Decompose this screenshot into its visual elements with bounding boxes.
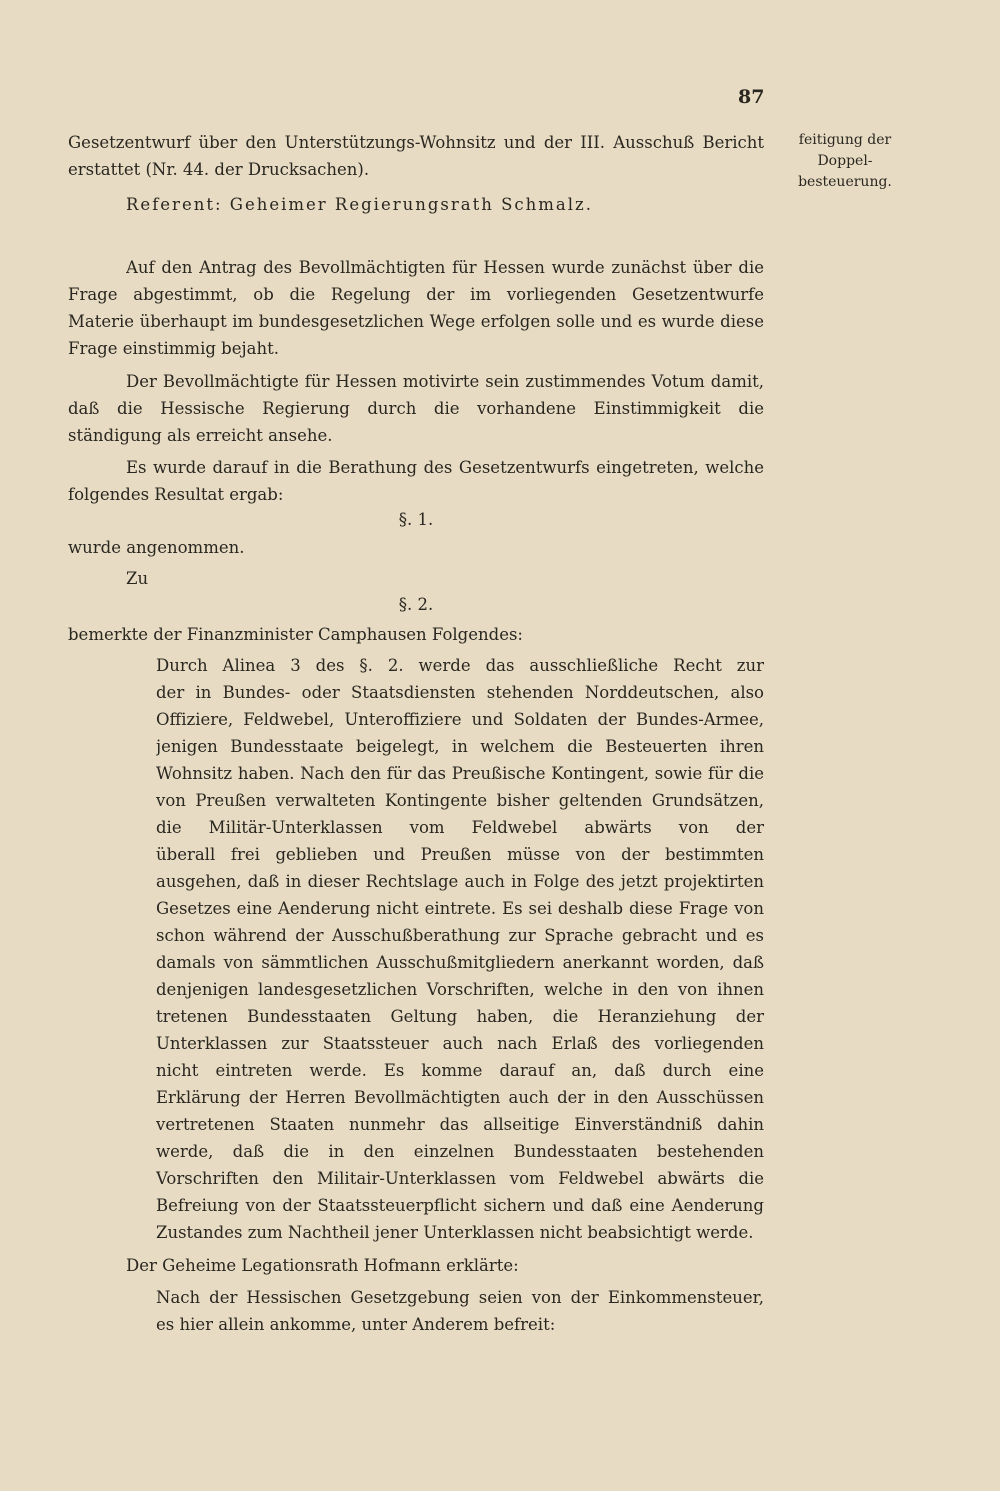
text-line: Materie überhaupt im bundesgesetzlichen Wege erfolgen solle und es wurde diese [68,312,764,331]
text-line: Befreiung von der Staatssteuerpflicht sichern und daß eine Aenderung [156,1196,764,1215]
text-line: Offiziere, Feldwebel, Unteroffiziere und Soldaten der Bundes-Armee, [156,710,764,729]
text-line: Unterklassen zur Staatssteuer auch nach Erlaß des vorliegenden [156,1034,764,1053]
text-line: Zustandes zum Nachtheil jener Unterklassen nicht beabsichtigt werde. [156,1223,754,1242]
text-line: tretenen Bundesstaaten Geltung haben, die Heranziehung der [156,1007,764,1026]
text-line: von Preußen verwalteten Kontingente bisher geltenden Grundsätzen, [156,791,764,810]
margin-note-line: besteuerung. [798,174,892,190]
text-line: Vorschriften den Militair-Unterklassen vom Feldwebel abwärts die [156,1169,764,1188]
text-line: nicht eintreten werde. Es komme darauf an, daß durch eine [156,1061,764,1080]
text-line: erstattet (Nr. 44. der Drucksachen). [68,160,370,179]
text-line: die Militär-Unterklassen vom Feldwebel abwärts von der [156,818,764,837]
text-line: Es wurde darauf in die Berathung des Gesetzentwurfs eingetreten, welche [126,458,764,477]
text-line: wurde angenommen. [68,538,245,557]
text-line: §. 1. [398,510,434,529]
text-line: es hier allein ankomme, unter Anderem befreit: [156,1315,556,1334]
text-line: der in Bundes- oder Staatsdiensten stehenden Norddeutschen, also [156,683,764,702]
text-line: folgendes Resultat ergab: [68,485,284,504]
text-line: jenigen Bundesstaate beigelegt, in welchem die Besteuerten ihren [156,737,764,756]
text-line: daß die Hessische Regierung durch die vorhandene Einstimmigkeit die [68,399,764,418]
margin-note-line: Doppel- [817,153,873,169]
text-line: Erklärung der Herren Bevollmächtigten auch der in den Ausschüssen [156,1088,764,1107]
text-line: überall frei geblieben und Preußen müsse von der bestimmten [156,845,764,864]
text-line: schon während der Ausschußberathung zur Sprache gebracht und es [156,926,764,945]
text-line: Nach der Hessischen Gesetzgebung seien von der Einkommensteuer, [156,1288,764,1307]
text-line: Referent: Geheimer Regierungsrath Schmalz. [126,195,593,214]
text-line: Gesetzes eine Aenderung nicht eintrete. Es sei deshalb diese Frage von [156,899,764,918]
page-number: 87 [738,86,765,108]
text-line: Durch Alinea 3 des §. 2. werde das ausschließliche Recht zur [156,656,764,675]
text-line: vertretenen Staaten nunmehr das allseitige Einverständniß dahin [156,1115,764,1134]
text-line: §. 2. [398,595,434,614]
text-line: ausgehen, daß in dieser Rechtslage auch in Folge des jetzt projektirten [156,872,764,891]
text-line: Der Bevollmächtigte für Hessen motivirte sein zustimmendes Votum damit, [126,372,764,391]
text-line: Zu [126,569,149,588]
text-line: ständigung als erreicht ansehe. [68,426,333,445]
text-line: damals von sämmtlichen Ausschußmitgliedern anerkannt worden, daß [156,953,764,972]
text-line: werde, daß die in den einzelnen Bundesstaaten bestehenden [156,1142,764,1161]
text-line: Auf den Antrag des Bevollmächtigten für Hessen wurde zunächst über die [126,258,764,277]
margin-note [790,130,900,193]
text-line: bemerkte der Finanzminister Camphausen Folgendes: [68,625,523,644]
margin-note-line: feitigung der [798,132,892,148]
text-line: Der Geheime Legationsrath Hofmann erklärte: [126,1256,519,1275]
text-line: Wohnsitz haben. Nach den für das Preußische Kontingent, sowie für die [156,764,764,783]
text-line: Frage einstimmig bejaht. [68,339,279,358]
text-line: Frage abgestimmt, ob die Regelung der im vorliegenden Gesetzentwurfe [68,285,764,304]
text-line: denjenigen landesgesetzlichen Vorschriften, welche in den von ihnen [156,980,764,999]
text-line: Gesetzentwurf über den Unterstützungs-Wohnsitz und der III. Ausschuß Bericht [68,133,764,152]
